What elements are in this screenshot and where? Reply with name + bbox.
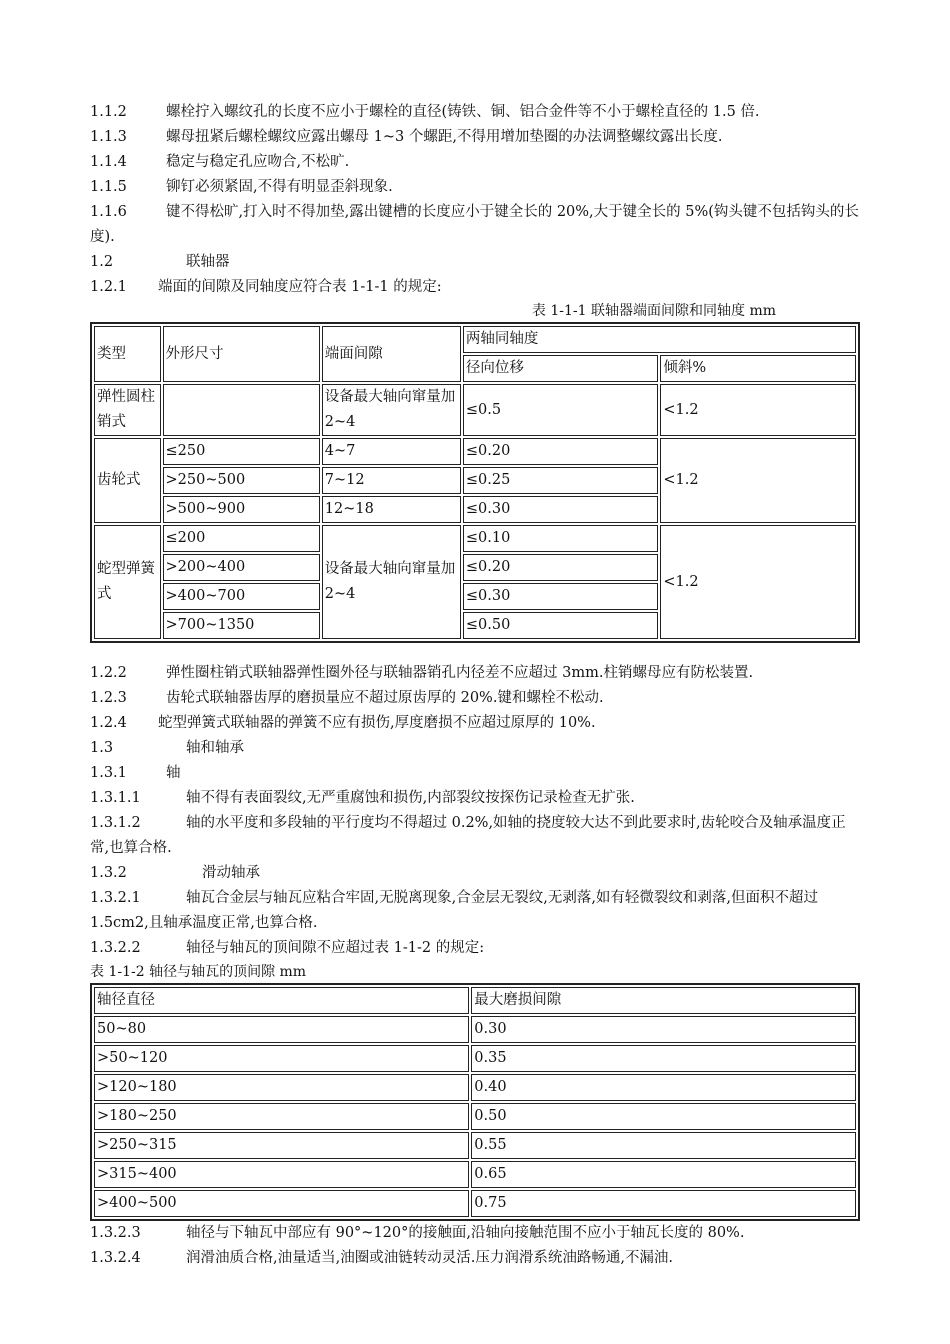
tilt-cell: <1.2 <box>660 525 856 639</box>
section-1-3-heading: 1.3 轴和轴承 <box>90 740 244 756</box>
section-1-2-heading: 1.2 联轴器 <box>90 254 230 270</box>
diameter-cell: >400~500 <box>94 1190 469 1217</box>
diameter-cell: >180~250 <box>94 1103 469 1130</box>
radial-cell: ≤0.30 <box>463 583 659 610</box>
spacer <box>90 643 860 661</box>
table-row <box>94 384 856 436</box>
gap-cell: 设备最大轴向窜量加 2~4 <box>322 525 461 639</box>
size-cell <box>163 384 320 436</box>
table-row <box>94 1132 856 1159</box>
size-cell: ≤250 <box>163 438 320 465</box>
radial-cell: ≤0.5 <box>463 384 659 436</box>
header-type: 类型 <box>94 326 161 382</box>
radial-cell: ≤0.10 <box>463 525 659 552</box>
table-row <box>94 1016 856 1043</box>
header-radial: 径向位移 <box>463 355 659 382</box>
clearance-table <box>90 983 860 1221</box>
size-cell: >200~400 <box>163 554 320 581</box>
table-row <box>94 1190 856 1217</box>
table1-header-row <box>94 326 856 353</box>
radial-cell: ≤0.20 <box>463 438 659 465</box>
diameter-cell: >250~315 <box>94 1132 469 1159</box>
size-cell: >400~700 <box>163 583 320 610</box>
clearance-cell: 0.75 <box>471 1190 856 1217</box>
clause-1-1-3: 1.1.3 螺母扭紧后螺栓螺纹应露出螺母 1~3 个螺距,不得用增加垫圈的办法调整螺纹露出长度. <box>90 129 723 145</box>
clause-1-1-4: 1.1.4 稳定与稳定孔应吻合,不松旷. <box>90 154 350 170</box>
section-1-3-2-heading: 1.3.2 滑动轴承 <box>90 865 260 881</box>
table2-caption: 表 1-1-2 轴径与轴瓦的顶间隙 mm <box>90 964 307 980</box>
coupling-table <box>90 322 860 643</box>
table-row <box>94 525 856 552</box>
gap-cell: 7~12 <box>322 467 461 494</box>
diameter-cell: >50~120 <box>94 1045 469 1072</box>
size-cell: >700~1350 <box>163 612 320 639</box>
table-row <box>94 1103 856 1130</box>
type-cell: 齿轮式 <box>94 438 161 523</box>
radial-cell: ≤0.25 <box>463 467 659 494</box>
gap-cell: 设备最大轴向窜量加 2~4 <box>322 384 461 436</box>
size-cell: ≤200 <box>163 525 320 552</box>
clause-1-3-2-3: 1.3.2.3 轴径与下轴瓦中部应有 90°~120°的接触面,沿轴向接触范围不应小于轴瓦长度的 80%. <box>90 1225 745 1241</box>
gap-cell: 12~18 <box>322 496 461 523</box>
clearance-cell: 0.65 <box>471 1161 856 1188</box>
document-page <box>90 100 860 1271</box>
header-size: 外形尺寸 <box>163 326 320 382</box>
clause-1-1-2: 1.1.2 螺栓拧入螺纹孔的长度不应小于螺栓的直径(铸铁、铜、铝合金件等不小于螺栓直径的 1.5 倍. <box>90 104 760 120</box>
header-gap: 端面间隙 <box>322 326 461 382</box>
clause-1-3-2-1: 1.3.2.1 轴瓦合金层与轴瓦应粘合牢固,无脱离现象,合金层无裂纹,无剥落,如有轻微裂纹和剥落,但面积不超过 1.5cm2,且轴承温度正常,也算合格. <box>90 890 819 931</box>
clearance-cell: 0.35 <box>471 1045 856 1072</box>
table-row <box>94 438 856 465</box>
diameter-cell: >120~180 <box>94 1074 469 1101</box>
size-cell: >500~900 <box>163 496 320 523</box>
clause-1-3-2-2: 1.3.2.2 轴径与轴瓦的顶间隙不应超过表 1-1-2 的规定: <box>90 940 485 956</box>
table2-header-row <box>94 987 856 1014</box>
section-1-3-1-heading: 1.3.1 轴 <box>90 765 181 781</box>
clause-1-3-2-4: 1.3.2.4 润滑油质合格,油量适当,油圈或油链转动灵活.压力润滑系统油路畅通,不漏油. <box>90 1250 674 1266</box>
diameter-cell: 50~80 <box>94 1016 469 1043</box>
clause-1-3-1-1: 1.3.1.1 轴不得有表面裂纹,无严重腐蚀和损伤,内部裂纹按探伤记录检查无扩张. <box>90 790 635 806</box>
clearance-cell: 0.40 <box>471 1074 856 1101</box>
clause-1-1-5: 1.1.5 铆钉必须紧固,不得有明显歪斜现象. <box>90 179 393 195</box>
clearance-cell: 0.30 <box>471 1016 856 1043</box>
header-coaxial: 两轴同轴度 <box>463 326 856 353</box>
clause-1-2-4: 1.2.4 蛇型弹簧式联轴器的弹簧不应有损伤,厚度磨损不应超过原厚的 10%. <box>90 715 596 731</box>
clause-1-1-6: 1.1.6 键不得松旷,打入时不得加垫,露出键槽的长度应小于键全长的 20%,大于键全长的 5%(钩头键不包括钩头的长度). <box>90 204 859 245</box>
type-cell: 弹性圆柱销式 <box>94 384 161 436</box>
radial-cell: ≤0.20 <box>463 554 659 581</box>
clearance-cell: 0.55 <box>471 1132 856 1159</box>
radial-cell: ≤0.30 <box>463 496 659 523</box>
clearance-cell: 0.50 <box>471 1103 856 1130</box>
clause-1-3-1-2: 1.3.1.2 轴的水平度和多段轴的平行度均不得超过 0.2%,如轴的挠度较大达不到此要求时,齿轮咬合及轴承温度正常,也算合格. <box>90 815 846 856</box>
size-cell: >250~500 <box>163 467 320 494</box>
table1-caption: 表 1-1-1 联轴器端面间隙和同轴度 mm <box>531 303 776 319</box>
header-tilt: 倾斜% <box>660 355 856 382</box>
gap-cell: 4~7 <box>322 438 461 465</box>
tilt-cell: <1.2 <box>660 384 856 436</box>
clause-1-2-1: 1.2.1 端面的间隙及同轴度应符合表 1-1-1 的规定: <box>90 279 442 295</box>
table-row <box>94 1074 856 1101</box>
table-row <box>94 1045 856 1072</box>
tilt-cell: <1.2 <box>660 438 856 523</box>
diameter-cell: >315~400 <box>94 1161 469 1188</box>
header-max-clearance: 最大磨损间隙 <box>471 987 856 1014</box>
radial-cell: ≤0.50 <box>463 612 659 639</box>
clause-1-2-3: 1.2.3 齿轮式联轴器齿厚的磨损量应不超过原齿厚的 20%.键和螺栓不松动. <box>90 690 604 706</box>
type-cell: 蛇型弹簧式 <box>94 525 161 639</box>
clause-1-2-2: 1.2.2 弹性圈柱销式联轴器弹性圈外径与联轴器销孔内径差不应超过 3mm.柱销螺母应有防松装置. <box>90 665 754 681</box>
header-shaft-diameter: 轴径直径 <box>94 987 469 1014</box>
table-row <box>94 1161 856 1188</box>
